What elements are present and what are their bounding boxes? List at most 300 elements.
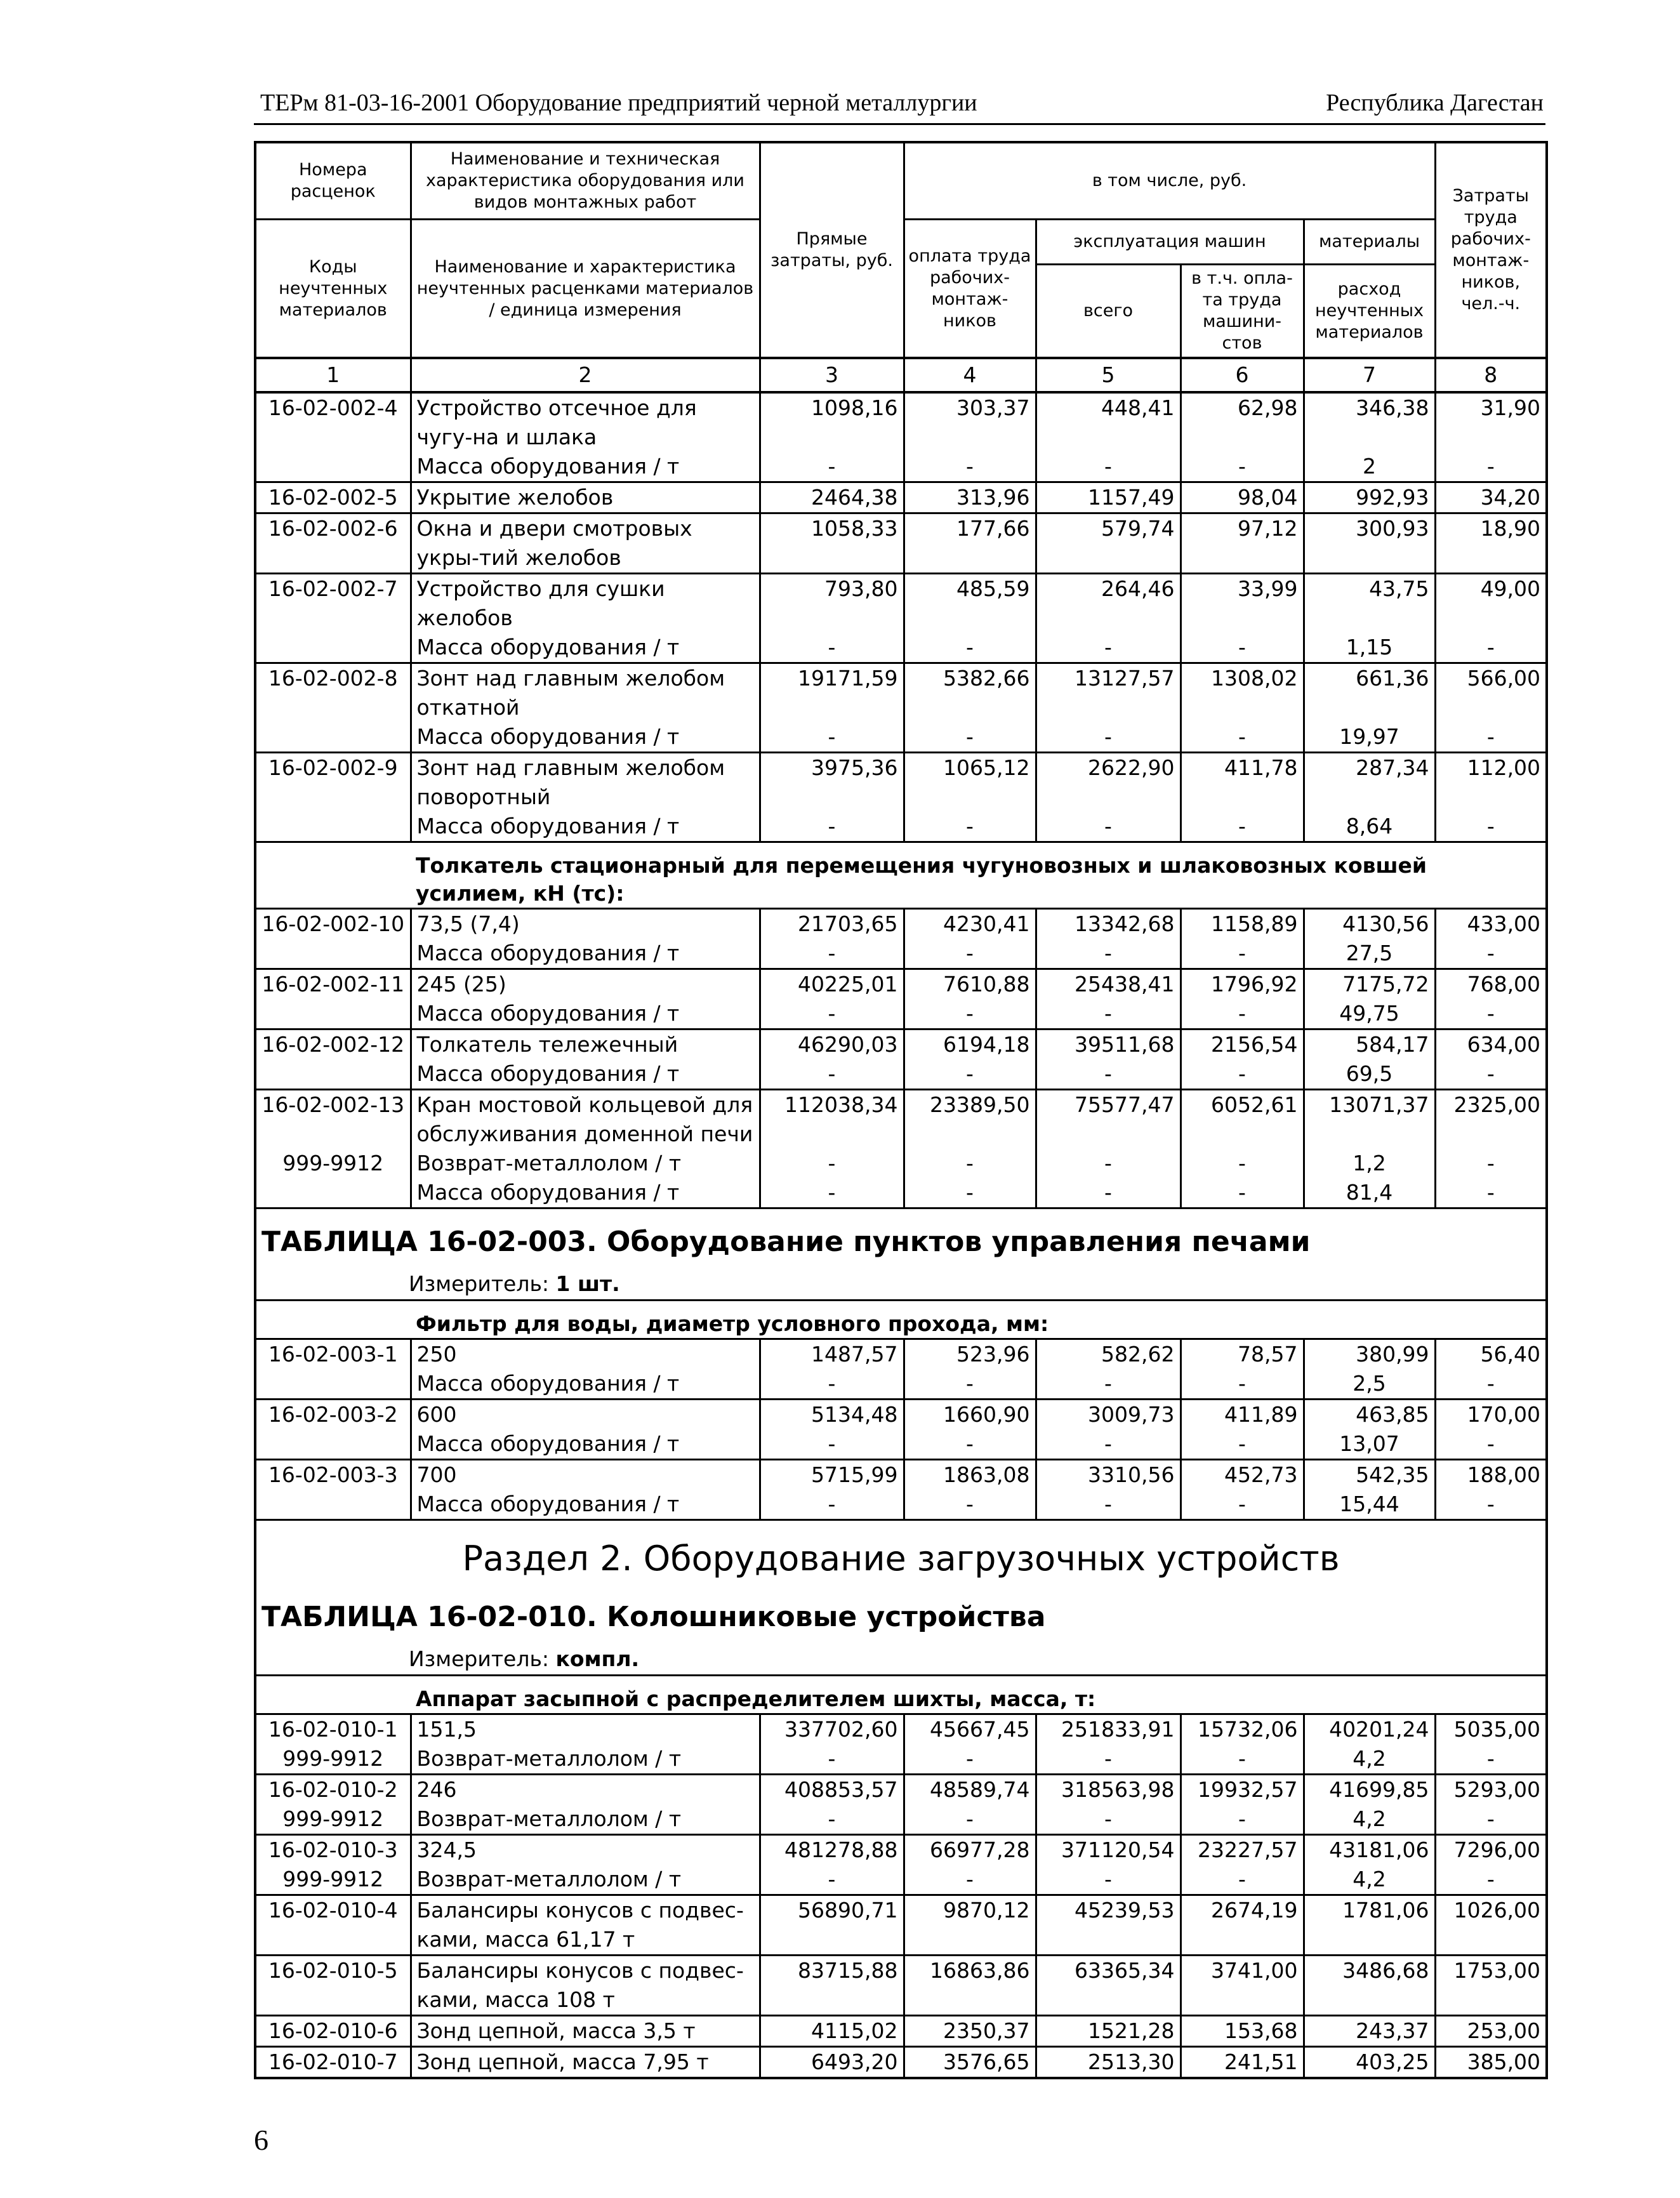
value-cell: 62,98 [1181,392,1304,452]
rate-code [255,999,411,1029]
value-cell: - [1181,1059,1304,1090]
value-cell: 584,17 [1304,1029,1435,1060]
item-name: Окна и двери смотровых укры-тий желобов [411,513,760,574]
rate-code: 16-02-010-5 [255,1956,411,2016]
value-cell: 3576,65 [904,2047,1036,2079]
table-row [255,513,1547,574]
table-row [255,1178,1547,1208]
value-cell: - [1181,1369,1304,1400]
item-name: 700 [411,1460,760,1490]
rate-code [255,722,411,753]
value-cell: 6052,61 [1181,1090,1304,1149]
value-cell: 13342,68 [1036,909,1181,939]
value-cell: 7610,88 [904,969,1036,1000]
value-cell: 380,99 [1304,1339,1435,1370]
table-row [255,1895,1547,1956]
col-num-8: 8 [1435,358,1547,392]
table-row [255,1835,1547,1865]
value-cell: 19932,57 [1181,1775,1304,1805]
value-cell: - [1435,633,1547,663]
item-name: Масса оборудования / т [411,1369,760,1400]
item-name: Балансиры конусов с подвес-ками, масса 108 т [411,1956,760,2016]
item-name: Возврат-металлолом / т [411,1744,760,1775]
value-cell: - [1036,1178,1181,1208]
col-header-materialy: материалы [1304,220,1435,265]
value-cell: 523,96 [904,1339,1036,1370]
value-cell: - [760,1059,904,1090]
value-cell: - [904,1804,1036,1835]
table-title-010-row [255,1584,1547,1644]
rate-code: 999-9912 [255,1149,411,1178]
value-cell: 98,04 [1181,482,1304,513]
table-row [255,753,1547,812]
col-num-1: 1 [255,358,411,392]
value-cell: 40225,01 [760,969,904,1000]
rate-code [255,812,411,842]
item-name: Кран мостовой кольцевой для обслуживания доменной печи [411,1090,760,1149]
value-cell: 634,00 [1435,1029,1547,1060]
value-cell: 768,00 [1435,969,1547,1000]
group-heading: Толкатель стационарный для перемещения чугуновозных и шлаковозных ковшей усилием, кН (тс): [411,842,1547,909]
table-row [255,633,1547,663]
value-cell: - [760,1429,904,1460]
value-cell: - [1435,1149,1547,1178]
value-cell: 66977,28 [904,1835,1036,1865]
value-cell: - [1181,1490,1304,1520]
item-name: Устройство отсечное для чугу-на и шлака [411,392,760,452]
col-header-vtom: в том числе, руб. [904,142,1435,220]
rate-code: 16-02-010-2 [255,1775,411,1805]
item-name: Возврат-металлолом / т [411,1149,760,1178]
table-row [255,1744,1547,1775]
measure-row [255,1644,1547,1676]
value-cell: 992,93 [1304,482,1435,513]
group-code-cell [255,1301,411,1339]
rate-code: 999-9912 [255,1865,411,1895]
value-cell: 411,78 [1181,753,1304,812]
value-cell: 97,12 [1181,513,1304,574]
rate-code: 16-02-010-6 [255,2016,411,2047]
value-cell: 5293,00 [1435,1775,1547,1805]
table-row [255,574,1547,633]
value-cell: 56890,71 [760,1895,904,1956]
col-num-3: 3 [760,358,904,392]
item-name: 250 [411,1339,760,1370]
value-cell: - [1036,939,1181,969]
rate-code [255,1429,411,1460]
table-title-010: ТАБЛИЦА 16-02-010. Колошниковые устройства [261,1601,1046,1633]
value-cell: 1308,02 [1181,663,1304,723]
value-cell: 1,15 [1304,633,1435,663]
rate-code [255,452,411,482]
value-cell: - [1036,452,1181,482]
value-cell: 448,41 [1036,392,1181,452]
value-cell: - [904,633,1036,663]
rate-code [255,1059,411,1090]
value-cell: - [1036,999,1181,1029]
table-row [255,482,1547,513]
rate-code: 999-9912 [255,1744,411,1775]
value-cell: - [760,1149,904,1178]
value-cell: - [1036,1865,1181,1895]
item-name: Масса оборудования / т [411,1178,760,1208]
value-cell: 1521,28 [1036,2016,1181,2047]
value-cell: - [760,1744,904,1775]
value-cell: - [760,452,904,482]
col-num-4: 4 [904,358,1036,392]
value-cell: 5382,66 [904,663,1036,723]
value-cell: 4230,41 [904,909,1036,939]
value-cell: - [1036,1059,1181,1090]
table-row [255,663,1547,723]
group-code-cell [255,1676,411,1714]
table-row [255,1059,1547,1090]
measure-value: компл. [555,1646,640,1671]
rates-table [254,141,1548,2079]
value-cell: 433,00 [1435,909,1547,939]
table-row [255,969,1547,1000]
value-cell: 3486,68 [1304,1956,1435,2016]
value-cell: 1753,00 [1435,1956,1547,2016]
value-cell: - [760,633,904,663]
table-row [255,999,1547,1029]
value-cell: - [1181,1429,1304,1460]
rate-code: 16-02-010-7 [255,2047,411,2079]
rate-code: 16-02-002-6 [255,513,411,574]
table-row [255,909,1547,939]
col-num-6: 6 [1181,358,1304,392]
value-cell: 170,00 [1435,1400,1547,1430]
value-cell: 25438,41 [1036,969,1181,1000]
item-name: 73,5 (7,4) [411,909,760,939]
value-cell: 81,4 [1304,1178,1435,1208]
value-cell: 1065,12 [904,753,1036,812]
value-cell: 303,37 [904,392,1036,452]
table-row [255,1029,1547,1060]
rate-code: 16-02-002-8 [255,663,411,723]
value-cell: 1098,16 [760,392,904,452]
value-cell: - [1435,452,1547,482]
item-name: 151,5 [411,1714,760,1745]
rate-code: 16-02-010-1 [255,1714,411,1745]
value-cell: 452,73 [1181,1460,1304,1490]
value-cell: - [1181,999,1304,1029]
value-cell: 481278,88 [760,1835,904,1865]
measure-label: Измеритель: [409,1646,550,1671]
value-cell: 566,00 [1435,663,1547,723]
value-cell: 19,97 [1304,722,1435,753]
measure-row [255,1269,1547,1301]
value-cell: 337702,60 [760,1714,904,1745]
value-cell: 2513,30 [1036,2047,1181,2079]
group-row [255,1301,1547,1339]
value-cell: 318563,98 [1036,1775,1181,1805]
value-cell: - [1036,1149,1181,1178]
item-name: Масса оборудования / т [411,633,760,663]
value-cell: 49,00 [1435,574,1547,633]
value-cell: 1863,08 [904,1460,1036,1490]
value-cell: 45239,53 [1036,1895,1181,1956]
value-cell: 408853,57 [760,1775,904,1805]
group-row [255,1676,1547,1714]
value-cell: - [1181,1178,1304,1208]
table-row [255,1714,1547,1745]
value-cell: - [1181,1149,1304,1178]
item-name: 324,5 [411,1835,760,1865]
value-cell: 39511,68 [1036,1029,1181,1060]
value-cell: 5715,99 [760,1460,904,1490]
value-cell: 18,90 [1435,513,1547,574]
value-cell: - [1036,812,1181,842]
rate-code: 16-02-002-4 [255,392,411,452]
value-cell: 43181,06 [1304,1835,1435,1865]
value-cell: 13,07 [1304,1429,1435,1460]
rate-code: 16-02-010-3 [255,1835,411,1865]
value-cell: 45667,45 [904,1714,1036,1745]
value-cell: - [904,1865,1036,1895]
table-title-003: ТАБЛИЦА 16-02-003. Оборудование пунктов управления печами [261,1226,1311,1258]
rate-code: 16-02-003-1 [255,1339,411,1370]
value-cell: 300,93 [1304,513,1435,574]
rate-code [255,1178,411,1208]
value-cell: 579,74 [1036,513,1181,574]
value-cell: 2464,38 [760,482,904,513]
value-cell: 2 [1304,452,1435,482]
table-row [255,392,1547,452]
item-name: Масса оборудования / т [411,999,760,1029]
rate-code: 16-02-002-13 [255,1090,411,1149]
value-cell: - [904,1744,1036,1775]
value-cell: - [904,1429,1036,1460]
item-name: Зонд цепной, масса 3,5 т [411,2016,760,2047]
value-cell: 2325,00 [1435,1090,1547,1149]
group-heading: Фильтр для воды, диаметр условного прохода, мм: [411,1301,1547,1339]
item-name: Возврат-металлолом / т [411,1865,760,1895]
value-cell: 1796,92 [1181,969,1304,1000]
value-cell: - [1181,1865,1304,1895]
item-name: Масса оборудования / т [411,1059,760,1090]
value-cell: 34,20 [1435,482,1547,513]
item-name: Масса оборудования / т [411,939,760,969]
value-cell: 4130,56 [1304,909,1435,939]
value-cell: 1026,00 [1435,1895,1547,1956]
value-cell: 177,66 [904,513,1036,574]
value-cell: - [904,452,1036,482]
table-row [255,1090,1547,1149]
rate-code: 16-02-002-11 [255,969,411,1000]
value-cell: 9870,12 [904,1895,1036,1956]
value-cell: 43,75 [1304,574,1435,633]
table-row [255,1865,1547,1895]
running-header-title: ТЕРм 81-03-16-2001 Оборудование предприятий черной металлургии [260,89,977,116]
item-name: Укрытие желобов [411,482,760,513]
rate-code [255,939,411,969]
measure-line [255,1644,1547,1676]
value-cell: 6194,18 [904,1029,1036,1060]
running-header-region: Республика Дагестан [1326,89,1544,116]
value-cell: - [760,722,904,753]
value-cell: 5134,48 [760,1400,904,1430]
value-cell: - [1036,1429,1181,1460]
table-row [255,812,1547,842]
value-cell: 2156,54 [1181,1029,1304,1060]
value-cell: 251833,91 [1036,1714,1181,1745]
value-cell: - [904,1059,1036,1090]
table-row [255,1149,1547,1178]
group-code-cell [255,842,411,909]
item-name: Зонт над главным желобом откатной [411,663,760,723]
value-cell: 7296,00 [1435,1835,1547,1865]
value-cell: 582,62 [1036,1339,1181,1370]
value-cell: - [760,999,904,1029]
value-cell: - [1435,1059,1547,1090]
value-cell: 31,90 [1435,392,1547,452]
value-cell: - [1435,939,1547,969]
value-cell: - [904,722,1036,753]
rate-code [255,633,411,663]
value-cell: 3310,56 [1036,1460,1181,1490]
rate-code: 16-02-002-7 [255,574,411,633]
value-cell: - [1036,1744,1181,1775]
col-header-naim: Наименование и техническая характеристика оборудования или видов монтажных работ [411,142,760,220]
value-cell: 2,5 [1304,1369,1435,1400]
rate-code: 16-02-002-10 [255,909,411,939]
value-cell: - [904,812,1036,842]
table-row [255,939,1547,969]
value-cell: - [760,1490,904,1520]
col-header-rashod: расход неучтенных материалов [1304,265,1435,359]
value-cell: 13071,37 [1304,1090,1435,1149]
value-cell: 2622,90 [1036,753,1181,812]
value-cell: - [1036,722,1181,753]
value-cell: - [904,1369,1036,1400]
value-cell: 793,80 [760,574,904,633]
value-cell: 15,44 [1304,1490,1435,1520]
col-num-5: 5 [1036,358,1181,392]
value-cell: - [1435,1178,1547,1208]
rate-code [255,1490,411,1520]
rate-code: 999-9912 [255,1804,411,1835]
item-name: Зонд цепной, масса 7,95 т [411,2047,760,2079]
section-title: Раздел 2. Оборудование загрузочных устройств [462,1539,1340,1579]
value-cell: - [1181,633,1304,663]
rate-code: 16-02-003-3 [255,1460,411,1490]
value-cell: - [760,1804,904,1835]
value-cell: - [1181,1744,1304,1775]
value-cell: - [904,1490,1036,1520]
value-cell: 153,68 [1181,2016,1304,2047]
value-cell: - [760,1178,904,1208]
value-cell: 8,64 [1304,812,1435,842]
table-row [255,1804,1547,1835]
value-cell: - [1036,1369,1181,1400]
item-name: 600 [411,1400,760,1430]
value-cell: 16863,86 [904,1956,1036,2016]
value-cell: - [1435,1744,1547,1775]
rate-code: 16-02-002-12 [255,1029,411,1060]
value-cell: 241,51 [1181,2047,1304,2079]
measure-value: 1 шт. [555,1271,620,1296]
item-name: Устройство для сушки желобов [411,574,760,633]
col-header-zatraty: Затраты труда рабочих-монтаж-ников, чел.-ч. [1435,142,1547,358]
value-cell: - [1435,1490,1547,1520]
value-cell: - [760,1369,904,1400]
col-header-vtch: в т.ч. опла-та труда машини-стов [1181,265,1304,359]
item-name: Масса оборудования / т [411,812,760,842]
col-header-ekspl: эксплуатация машин [1036,220,1304,265]
value-cell: 49,75 [1304,999,1435,1029]
col-header-kody: Коды неучтенных материалов [255,220,411,359]
value-cell: - [1181,1804,1304,1835]
value-cell: - [1435,1804,1547,1835]
item-name: Возврат-металлолом / т [411,1804,760,1835]
rate-code: 16-02-002-5 [255,482,411,513]
table-row [255,452,1547,482]
table-row [255,1339,1547,1370]
col-header-nomera: Номера расценок [255,142,411,220]
col-num-7: 7 [1304,358,1435,392]
value-cell: 661,36 [1304,663,1435,723]
value-cell: 463,85 [1304,1400,1435,1430]
table-row [255,1460,1547,1490]
value-cell: 253,00 [1435,2016,1547,2047]
measure-label: Измеритель: [409,1271,550,1296]
measure-line [255,1269,1547,1301]
value-cell: 23389,50 [904,1090,1036,1149]
page-number: 6 [254,2124,268,2156]
value-cell: 2350,37 [904,2016,1036,2047]
value-cell: 371120,54 [1036,1835,1181,1865]
table-title-003-row [255,1208,1547,1269]
value-cell: 1,2 [1304,1149,1435,1178]
value-cell: - [1036,1490,1181,1520]
value-cell: 385,00 [1435,2047,1547,2079]
value-cell: 3741,00 [1181,1956,1304,2016]
value-cell: 15732,06 [1181,1714,1304,1745]
value-cell: 41699,85 [1304,1775,1435,1805]
group-row [255,842,1547,909]
value-cell: - [1181,939,1304,969]
value-cell: 3975,36 [760,753,904,812]
value-cell: 1058,33 [760,513,904,574]
table-row [255,1429,1547,1460]
value-cell: 264,46 [1036,574,1181,633]
value-cell: - [1181,812,1304,842]
value-cell: 112038,34 [760,1090,904,1149]
value-cell: 4115,02 [760,2016,904,2047]
value-cell: - [1435,999,1547,1029]
table-row [255,1490,1547,1520]
table-row [255,1400,1547,1430]
value-cell: 403,25 [1304,2047,1435,2079]
item-name: Толкатель тележечный [411,1029,760,1060]
value-cell: 5035,00 [1435,1714,1547,1745]
rate-code: 16-02-002-9 [255,753,411,812]
col-header-vsego: всего [1036,265,1181,359]
value-cell: 40201,24 [1304,1714,1435,1745]
value-cell: 56,40 [1435,1339,1547,1370]
item-name: Масса оборудования / т [411,452,760,482]
table-row [255,2047,1547,2079]
item-name: Масса оборудования / т [411,1429,760,1460]
table-row [255,722,1547,753]
item-name: Масса оборудования / т [411,1490,760,1520]
value-cell: 4,2 [1304,1804,1435,1835]
value-cell: 1157,49 [1036,482,1181,513]
value-cell: 46290,03 [760,1029,904,1060]
value-cell: - [760,1865,904,1895]
col-header-oplata: оплата труда рабочих-монтаж-ников [904,220,1036,359]
